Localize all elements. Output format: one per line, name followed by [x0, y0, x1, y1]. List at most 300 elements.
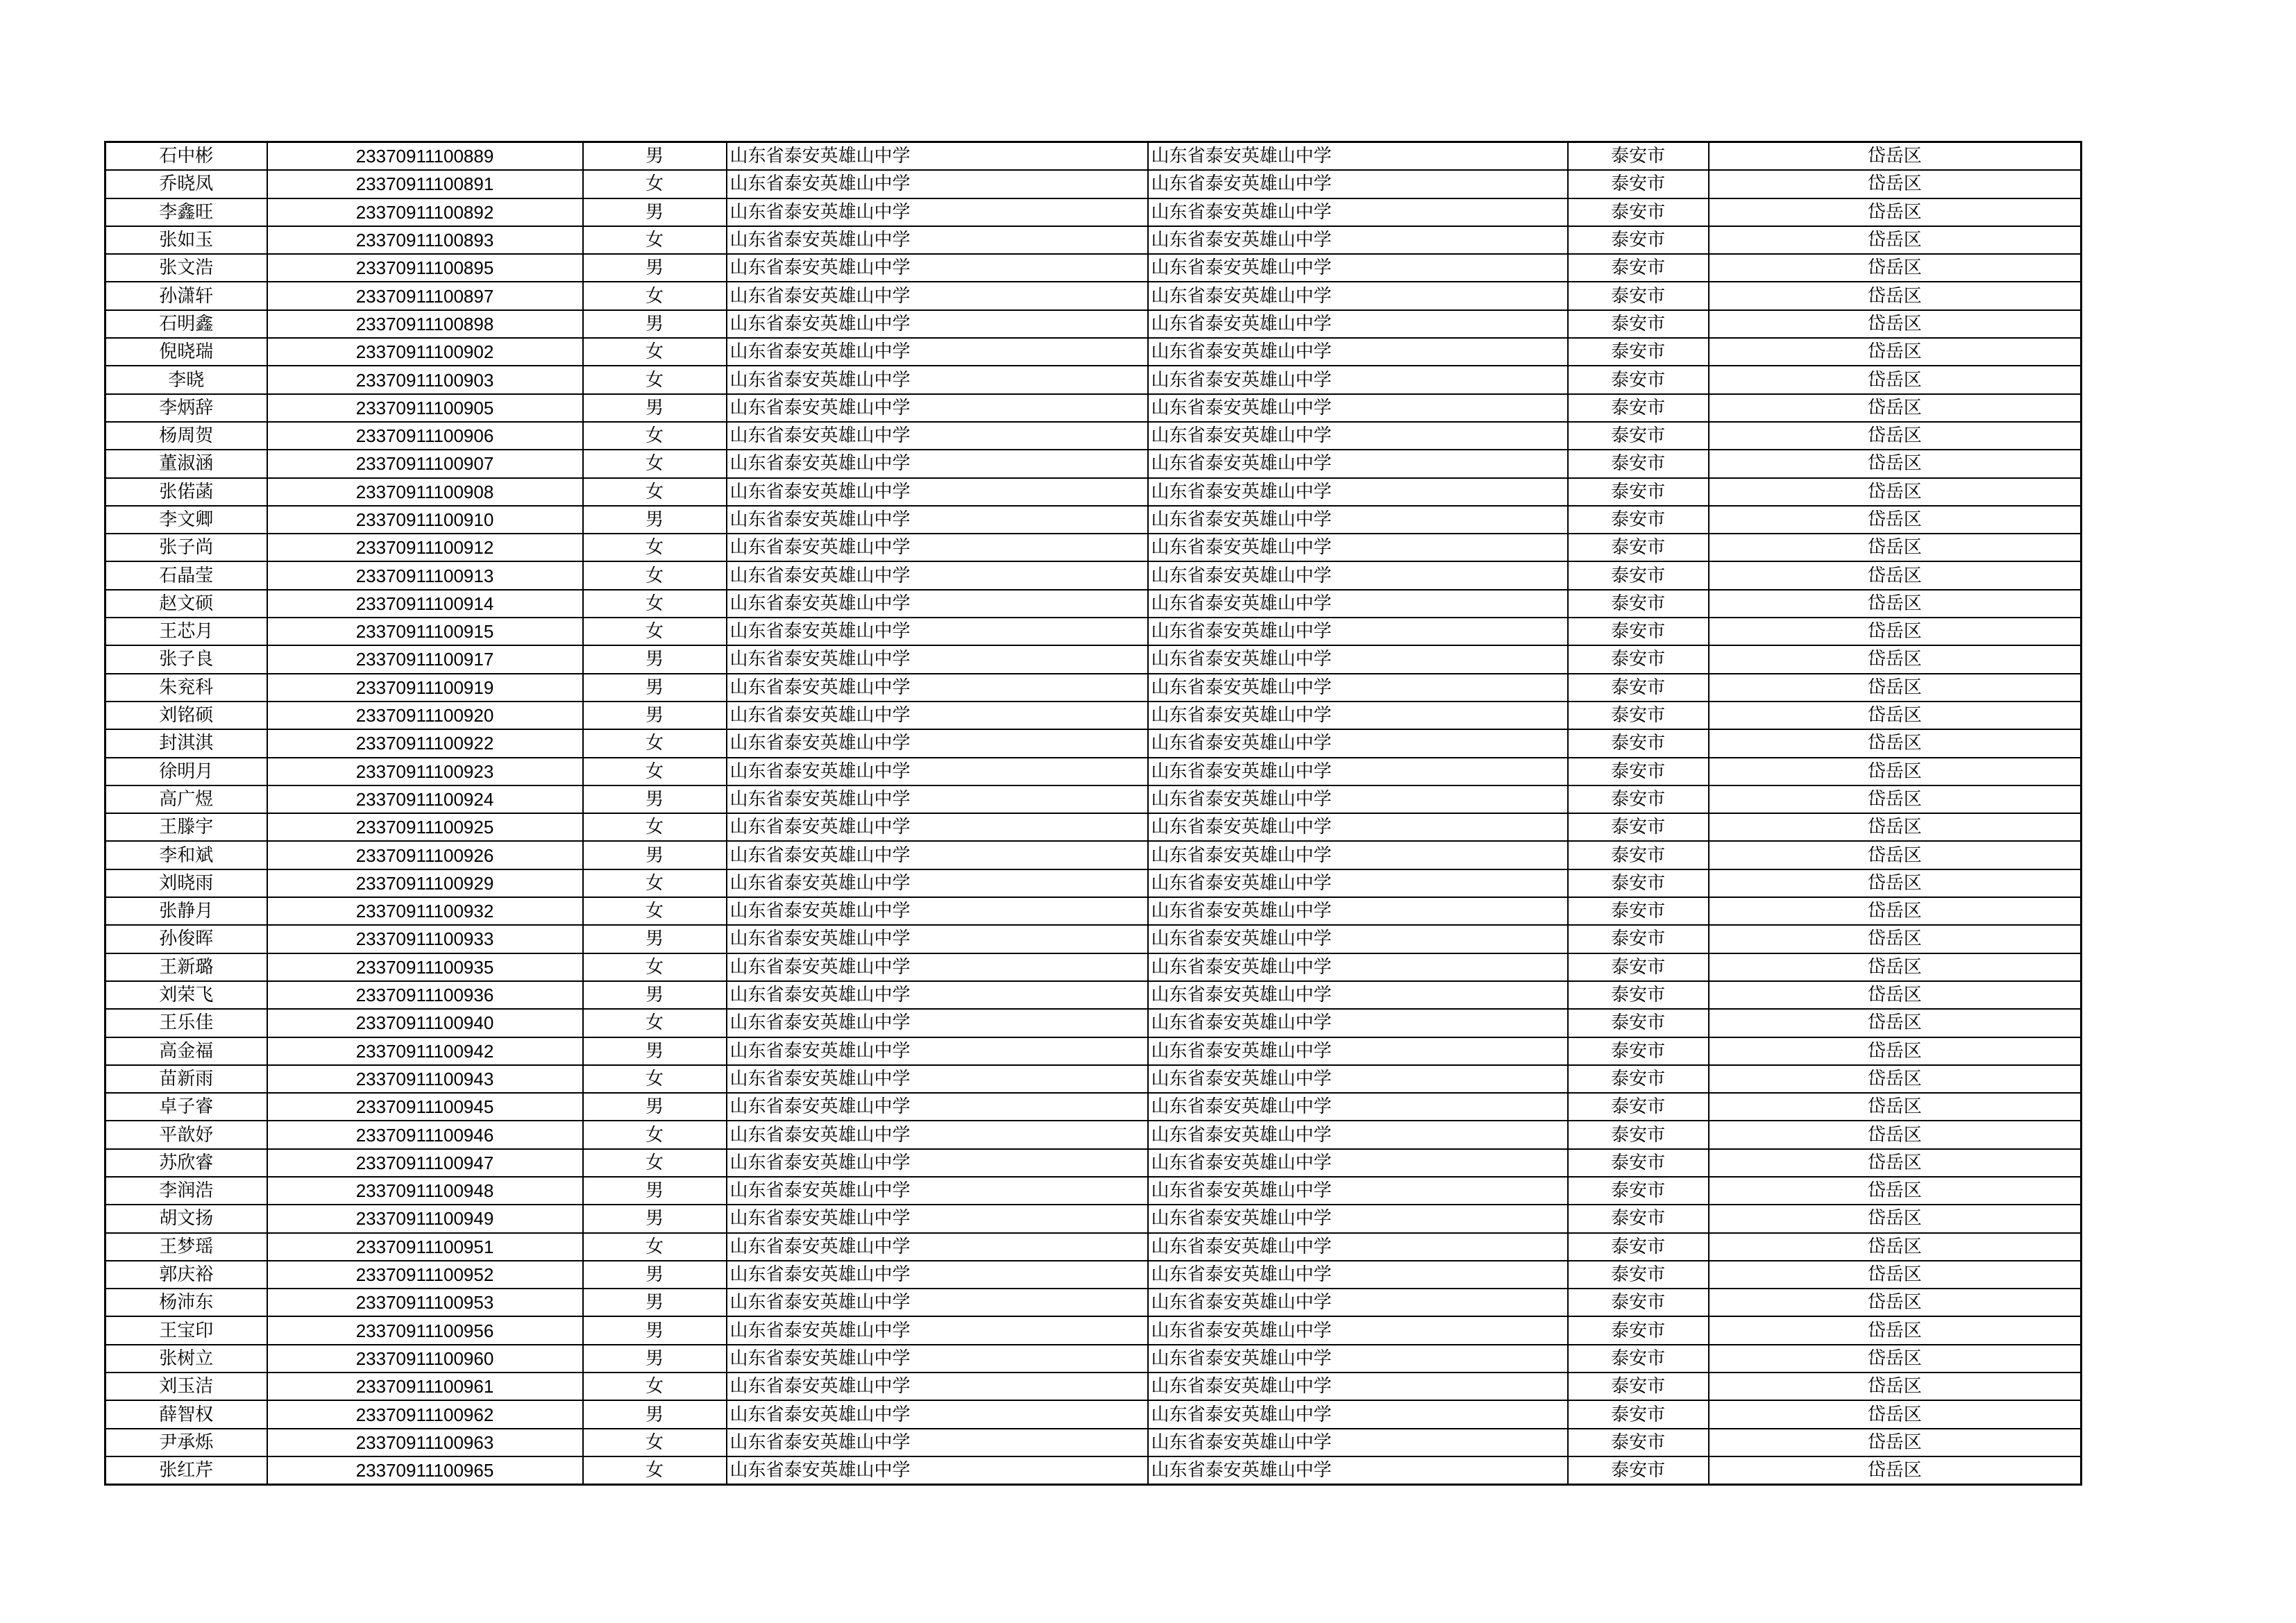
district-cell: 岱岳区 — [1709, 674, 2082, 702]
city-cell: 泰安市 — [1568, 198, 1709, 226]
student-name-cell: 乔晓凤 — [105, 170, 267, 198]
student-id-cell: 23370911100922 — [267, 729, 583, 757]
school-cell: 山东省泰安英雄山中学 — [727, 1373, 1148, 1400]
school-cell: 山东省泰安英雄山中学 — [727, 1456, 1148, 1485]
student-name-cell: 苗新雨 — [105, 1065, 267, 1093]
student-id-cell: 23370911100945 — [267, 1093, 583, 1121]
table-row — [105, 813, 2082, 841]
table-row — [105, 394, 2082, 422]
student-id-cell: 23370911100961 — [267, 1373, 583, 1400]
district-cell: 岱岳区 — [1709, 813, 2082, 841]
table-row — [105, 897, 2082, 925]
student-id-cell: 23370911100903 — [267, 366, 583, 393]
school-cell: 山东省泰安英雄山中学 — [727, 841, 1148, 869]
student-id-cell: 23370911100905 — [267, 394, 583, 422]
school-cell: 山东省泰安英雄山中学 — [727, 1037, 1148, 1065]
student-name-cell: 石晶莹 — [105, 561, 267, 589]
school-cell: 山东省泰安英雄山中学 — [727, 1065, 1148, 1093]
student-id-cell: 23370911100913 — [267, 561, 583, 589]
city-cell: 泰安市 — [1568, 366, 1709, 393]
graduating-school-cell: 山东省泰安英雄山中学 — [1148, 1149, 1568, 1177]
district-cell: 岱岳区 — [1709, 1121, 2082, 1148]
table-row — [105, 702, 2082, 729]
student-id-cell: 23370911100929 — [267, 869, 583, 897]
district-cell: 岱岳区 — [1709, 1233, 2082, 1261]
city-cell: 泰安市 — [1568, 1261, 1709, 1289]
gender-cell: 男 — [583, 142, 727, 171]
school-cell: 山东省泰安英雄山中学 — [727, 1316, 1148, 1344]
student-id-cell: 23370911100891 — [267, 170, 583, 198]
student-id-cell: 23370911100947 — [267, 1149, 583, 1177]
student-name-cell: 杨沛东 — [105, 1289, 267, 1316]
school-cell: 山东省泰安英雄山中学 — [727, 702, 1148, 729]
student-name-cell: 徐明月 — [105, 758, 267, 785]
city-cell: 泰安市 — [1568, 1400, 1709, 1428]
student-name-cell: 李晓 — [105, 366, 267, 393]
student-id-cell: 23370911100898 — [267, 310, 583, 338]
table-row — [105, 1316, 2082, 1344]
city-cell: 泰安市 — [1568, 226, 1709, 254]
gender-cell: 女 — [583, 1065, 727, 1093]
table-row — [105, 338, 2082, 366]
table-row — [105, 198, 2082, 226]
gender-cell: 女 — [583, 226, 727, 254]
student-name-cell: 孙潇轩 — [105, 282, 267, 309]
district-cell: 岱岳区 — [1709, 282, 2082, 309]
student-name-cell: 苏欣睿 — [105, 1149, 267, 1177]
gender-cell: 男 — [583, 925, 727, 953]
district-cell: 岱岳区 — [1709, 1345, 2082, 1373]
table-row — [105, 478, 2082, 506]
graduating-school-cell: 山东省泰安英雄山中学 — [1148, 618, 1568, 645]
gender-cell: 女 — [583, 366, 727, 393]
student-name-cell: 张文浩 — [105, 254, 267, 282]
gender-cell: 男 — [583, 981, 727, 1009]
district-cell: 岱岳区 — [1709, 1065, 2082, 1093]
table-row — [105, 618, 2082, 645]
city-cell: 泰安市 — [1568, 1233, 1709, 1261]
school-cell: 山东省泰安英雄山中学 — [727, 1233, 1148, 1261]
school-cell: 山东省泰安英雄山中学 — [727, 478, 1148, 506]
student-name-cell: 李文卿 — [105, 506, 267, 534]
district-cell: 岱岳区 — [1709, 338, 2082, 366]
school-cell: 山东省泰安英雄山中学 — [727, 981, 1148, 1009]
student-id-cell: 23370911100889 — [267, 142, 583, 171]
city-cell: 泰安市 — [1568, 869, 1709, 897]
city-cell: 泰安市 — [1568, 1316, 1709, 1344]
graduating-school-cell: 山东省泰安英雄山中学 — [1148, 254, 1568, 282]
graduating-school-cell: 山东省泰安英雄山中学 — [1148, 506, 1568, 534]
gender-cell: 女 — [583, 813, 727, 841]
school-cell: 山东省泰安英雄山中学 — [727, 142, 1148, 171]
student-name-cell: 高广煜 — [105, 785, 267, 813]
student-name-cell: 张子良 — [105, 645, 267, 673]
city-cell: 泰安市 — [1568, 478, 1709, 506]
school-cell: 山东省泰安英雄山中学 — [727, 1121, 1148, 1148]
student-id-cell: 23370911100915 — [267, 618, 583, 645]
school-cell: 山东省泰安英雄山中学 — [727, 198, 1148, 226]
graduating-school-cell: 山东省泰安英雄山中学 — [1148, 729, 1568, 757]
gender-cell: 女 — [583, 478, 727, 506]
student-name-cell: 李鑫旺 — [105, 198, 267, 226]
city-cell: 泰安市 — [1568, 1177, 1709, 1205]
table-row — [105, 925, 2082, 953]
school-cell: 山东省泰安英雄山中学 — [727, 758, 1148, 785]
district-cell: 岱岳区 — [1709, 450, 2082, 477]
student-name-cell: 杨周贺 — [105, 422, 267, 450]
city-cell: 泰安市 — [1568, 1345, 1709, 1373]
gender-cell: 男 — [583, 1093, 727, 1121]
school-cell: 山东省泰安英雄山中学 — [727, 422, 1148, 450]
gender-cell: 男 — [583, 841, 727, 869]
city-cell: 泰安市 — [1568, 1149, 1709, 1177]
city-cell: 泰安市 — [1568, 813, 1709, 841]
student-name-cell: 石明鑫 — [105, 310, 267, 338]
city-cell: 泰安市 — [1568, 422, 1709, 450]
graduating-school-cell: 山东省泰安英雄山中学 — [1148, 1037, 1568, 1065]
school-cell: 山东省泰安英雄山中学 — [727, 1400, 1148, 1428]
table-row — [105, 1177, 2082, 1205]
table-row — [105, 1345, 2082, 1373]
school-cell: 山东省泰安英雄山中学 — [727, 226, 1148, 254]
table-row — [105, 758, 2082, 785]
city-cell: 泰安市 — [1568, 702, 1709, 729]
district-cell: 岱岳区 — [1709, 506, 2082, 534]
district-cell: 岱岳区 — [1709, 869, 2082, 897]
graduating-school-cell: 山东省泰安英雄山中学 — [1148, 1316, 1568, 1344]
gender-cell: 男 — [583, 254, 727, 282]
student-name-cell: 封淇淇 — [105, 729, 267, 757]
school-cell: 山东省泰安英雄山中学 — [727, 254, 1148, 282]
graduating-school-cell: 山东省泰安英雄山中学 — [1148, 478, 1568, 506]
school-cell: 山东省泰安英雄山中学 — [727, 1149, 1148, 1177]
student-id-cell: 23370911100960 — [267, 1345, 583, 1373]
gender-cell: 女 — [583, 729, 727, 757]
district-cell: 岱岳区 — [1709, 1009, 2082, 1037]
city-cell: 泰安市 — [1568, 674, 1709, 702]
gender-cell: 女 — [583, 282, 727, 309]
school-cell: 山东省泰安英雄山中学 — [727, 645, 1148, 673]
table-row — [105, 981, 2082, 1009]
district-cell: 岱岳区 — [1709, 702, 2082, 729]
city-cell: 泰安市 — [1568, 981, 1709, 1009]
gender-cell: 女 — [583, 758, 727, 785]
student-id-cell: 23370911100932 — [267, 897, 583, 925]
city-cell: 泰安市 — [1568, 450, 1709, 477]
city-cell: 泰安市 — [1568, 841, 1709, 869]
district-cell: 岱岳区 — [1709, 925, 2082, 953]
gender-cell: 男 — [583, 1261, 727, 1289]
student-name-cell: 孙俊晖 — [105, 925, 267, 953]
city-cell: 泰安市 — [1568, 953, 1709, 981]
table-row — [105, 590, 2082, 618]
district-cell: 岱岳区 — [1709, 561, 2082, 589]
school-cell: 山东省泰安英雄山中学 — [727, 1429, 1148, 1456]
city-cell: 泰安市 — [1568, 1373, 1709, 1400]
school-cell: 山东省泰安英雄山中学 — [727, 506, 1148, 534]
district-cell: 岱岳区 — [1709, 1037, 2082, 1065]
table-row — [105, 1149, 2082, 1177]
city-cell: 泰安市 — [1568, 394, 1709, 422]
graduating-school-cell: 山东省泰安英雄山中学 — [1148, 1233, 1568, 1261]
gender-cell: 女 — [583, 1233, 727, 1261]
city-cell: 泰安市 — [1568, 142, 1709, 171]
gender-cell: 女 — [583, 1456, 727, 1485]
graduating-school-cell: 山东省泰安英雄山中学 — [1148, 198, 1568, 226]
gender-cell: 男 — [583, 1400, 727, 1428]
city-cell: 泰安市 — [1568, 618, 1709, 645]
graduating-school-cell: 山东省泰安英雄山中学 — [1148, 338, 1568, 366]
graduating-school-cell: 山东省泰安英雄山中学 — [1148, 1373, 1568, 1400]
gender-cell: 女 — [583, 869, 727, 897]
district-cell: 岱岳区 — [1709, 142, 2082, 171]
student-name-cell: 张如玉 — [105, 226, 267, 254]
student-name-cell: 刘荣飞 — [105, 981, 267, 1009]
student-id-cell: 23370911100963 — [267, 1429, 583, 1456]
graduating-school-cell: 山东省泰安英雄山中学 — [1148, 1456, 1568, 1485]
table-row — [105, 841, 2082, 869]
table-row — [105, 785, 2082, 813]
graduating-school-cell: 山东省泰安英雄山中学 — [1148, 897, 1568, 925]
table-row — [105, 1373, 2082, 1400]
table-row — [105, 282, 2082, 309]
district-cell: 岱岳区 — [1709, 1429, 2082, 1456]
student-name-cell: 石中彬 — [105, 142, 267, 171]
gender-cell: 男 — [583, 1037, 727, 1065]
graduating-school-cell: 山东省泰安英雄山中学 — [1148, 170, 1568, 198]
student-id-cell: 23370911100936 — [267, 981, 583, 1009]
table-row — [105, 953, 2082, 981]
gender-cell: 女 — [583, 170, 727, 198]
graduating-school-cell: 山东省泰安英雄山中学 — [1148, 1289, 1568, 1316]
table-row — [105, 450, 2082, 477]
district-cell: 岱岳区 — [1709, 1261, 2082, 1289]
gender-cell: 男 — [583, 1289, 727, 1316]
table-row — [105, 561, 2082, 589]
student-id-cell: 23370911100943 — [267, 1065, 583, 1093]
city-cell: 泰安市 — [1568, 1009, 1709, 1037]
gender-cell: 女 — [583, 450, 727, 477]
table-row — [105, 506, 2082, 534]
graduating-school-cell: 山东省泰安英雄山中学 — [1148, 813, 1568, 841]
student-name-cell: 董淑涵 — [105, 450, 267, 477]
graduating-school-cell: 山东省泰安英雄山中学 — [1148, 1177, 1568, 1205]
student-id-cell: 23370911100965 — [267, 1456, 583, 1485]
gender-cell: 女 — [583, 338, 727, 366]
city-cell: 泰安市 — [1568, 785, 1709, 813]
student-id-cell: 23370911100924 — [267, 785, 583, 813]
school-cell: 山东省泰安英雄山中学 — [727, 310, 1148, 338]
school-cell: 山东省泰安英雄山中学 — [727, 534, 1148, 561]
district-cell: 岱岳区 — [1709, 841, 2082, 869]
district-cell: 岱岳区 — [1709, 1177, 2082, 1205]
student-id-cell: 23370911100907 — [267, 450, 583, 477]
table-row — [105, 534, 2082, 561]
school-cell: 山东省泰安英雄山中学 — [727, 729, 1148, 757]
city-cell: 泰安市 — [1568, 310, 1709, 338]
city-cell: 泰安市 — [1568, 1065, 1709, 1093]
district-cell: 岱岳区 — [1709, 226, 2082, 254]
graduating-school-cell: 山东省泰安英雄山中学 — [1148, 645, 1568, 673]
table-row — [105, 1261, 2082, 1289]
student-id-cell: 23370911100914 — [267, 590, 583, 618]
student-id-cell: 23370911100893 — [267, 226, 583, 254]
school-cell: 山东省泰安英雄山中学 — [727, 897, 1148, 925]
district-cell: 岱岳区 — [1709, 310, 2082, 338]
city-cell: 泰安市 — [1568, 506, 1709, 534]
city-cell: 泰安市 — [1568, 282, 1709, 309]
district-cell: 岱岳区 — [1709, 198, 2082, 226]
city-cell: 泰安市 — [1568, 897, 1709, 925]
student-name-cell: 李炳辞 — [105, 394, 267, 422]
district-cell: 岱岳区 — [1709, 422, 2082, 450]
graduating-school-cell: 山东省泰安英雄山中学 — [1148, 1009, 1568, 1037]
graduating-school-cell: 山东省泰安英雄山中学 — [1148, 1065, 1568, 1093]
graduating-school-cell: 山东省泰安英雄山中学 — [1148, 310, 1568, 338]
graduating-school-cell: 山东省泰安英雄山中学 — [1148, 534, 1568, 561]
city-cell: 泰安市 — [1568, 170, 1709, 198]
school-cell: 山东省泰安英雄山中学 — [727, 394, 1148, 422]
district-cell: 岱岳区 — [1709, 981, 2082, 1009]
table-row — [105, 1009, 2082, 1037]
city-cell: 泰安市 — [1568, 1121, 1709, 1148]
graduating-school-cell: 山东省泰安英雄山中学 — [1148, 869, 1568, 897]
city-cell: 泰安市 — [1568, 1093, 1709, 1121]
student-name-cell: 郭庆裕 — [105, 1261, 267, 1289]
graduating-school-cell: 山东省泰安英雄山中学 — [1148, 450, 1568, 477]
school-cell: 山东省泰安英雄山中学 — [727, 590, 1148, 618]
graduating-school-cell: 山东省泰安英雄山中学 — [1148, 590, 1568, 618]
student-name-cell: 薛智权 — [105, 1400, 267, 1428]
student-name-cell: 高金福 — [105, 1037, 267, 1065]
school-cell: 山东省泰安英雄山中学 — [727, 561, 1148, 589]
district-cell: 岱岳区 — [1709, 758, 2082, 785]
school-cell: 山东省泰安英雄山中学 — [727, 674, 1148, 702]
gender-cell: 男 — [583, 1316, 727, 1344]
graduating-school-cell: 山东省泰安英雄山中学 — [1148, 925, 1568, 953]
graduating-school-cell: 山东省泰安英雄山中学 — [1148, 1093, 1568, 1121]
graduating-school-cell: 山东省泰安英雄山中学 — [1148, 422, 1568, 450]
city-cell: 泰安市 — [1568, 254, 1709, 282]
table-row — [105, 1037, 2082, 1065]
student-name-cell: 王滕宇 — [105, 813, 267, 841]
school-cell: 山东省泰安英雄山中学 — [727, 1093, 1148, 1121]
graduating-school-cell: 山东省泰安英雄山中学 — [1148, 282, 1568, 309]
student-name-cell: 张树立 — [105, 1345, 267, 1373]
district-cell: 岱岳区 — [1709, 729, 2082, 757]
school-cell: 山东省泰安英雄山中学 — [727, 785, 1148, 813]
student-name-cell: 卓子睿 — [105, 1093, 267, 1121]
gender-cell: 男 — [583, 785, 727, 813]
district-cell: 岱岳区 — [1709, 785, 2082, 813]
student-name-cell: 李润浩 — [105, 1177, 267, 1205]
student-id-cell: 23370911100942 — [267, 1037, 583, 1065]
student-id-cell: 23370911100908 — [267, 478, 583, 506]
gender-cell: 女 — [583, 897, 727, 925]
school-cell: 山东省泰安英雄山中学 — [727, 1009, 1148, 1037]
student-id-cell: 23370911100962 — [267, 1400, 583, 1428]
student-name-cell: 王芯月 — [105, 618, 267, 645]
student-name-cell: 张子尚 — [105, 534, 267, 561]
city-cell: 泰安市 — [1568, 561, 1709, 589]
city-cell: 泰安市 — [1568, 645, 1709, 673]
table-row — [105, 170, 2082, 198]
gender-cell: 男 — [583, 506, 727, 534]
student-name-cell: 王乐佳 — [105, 1009, 267, 1037]
student-name-cell: 胡文扬 — [105, 1205, 267, 1232]
student-id-cell: 23370911100910 — [267, 506, 583, 534]
gender-cell: 男 — [583, 1205, 727, 1232]
school-cell: 山东省泰安英雄山中学 — [727, 1261, 1148, 1289]
district-cell: 岱岳区 — [1709, 590, 2082, 618]
gender-cell: 女 — [583, 590, 727, 618]
roster-body — [105, 142, 2082, 1485]
graduating-school-cell: 山东省泰安英雄山中学 — [1148, 1429, 1568, 1456]
gender-cell: 男 — [583, 645, 727, 673]
city-cell: 泰安市 — [1568, 590, 1709, 618]
district-cell: 岱岳区 — [1709, 478, 2082, 506]
city-cell: 泰安市 — [1568, 534, 1709, 561]
student-id-cell: 23370911100917 — [267, 645, 583, 673]
table-row — [105, 1093, 2082, 1121]
student-id-cell: 23370911100953 — [267, 1289, 583, 1316]
school-cell: 山东省泰安英雄山中学 — [727, 1177, 1148, 1205]
table-row — [105, 1400, 2082, 1428]
gender-cell: 女 — [583, 1373, 727, 1400]
school-cell: 山东省泰安英雄山中学 — [727, 869, 1148, 897]
district-cell: 岱岳区 — [1709, 1373, 2082, 1400]
school-cell: 山东省泰安英雄山中学 — [727, 1289, 1148, 1316]
school-cell: 山东省泰安英雄山中学 — [727, 1345, 1148, 1373]
gender-cell: 女 — [583, 534, 727, 561]
student-name-cell: 倪晓瑞 — [105, 338, 267, 366]
district-cell: 岱岳区 — [1709, 366, 2082, 393]
graduating-school-cell: 山东省泰安英雄山中学 — [1148, 674, 1568, 702]
gender-cell: 男 — [583, 702, 727, 729]
table-row — [105, 422, 2082, 450]
gender-cell: 男 — [583, 394, 727, 422]
table-row — [105, 1065, 2082, 1093]
student-name-cell: 王宝印 — [105, 1316, 267, 1344]
graduating-school-cell: 山东省泰安英雄山中学 — [1148, 702, 1568, 729]
student-id-cell: 23370911100925 — [267, 813, 583, 841]
student-roster-table — [104, 141, 2082, 1486]
table-row — [105, 1289, 2082, 1316]
gender-cell: 女 — [583, 422, 727, 450]
school-cell: 山东省泰安英雄山中学 — [727, 170, 1148, 198]
district-cell: 岱岳区 — [1709, 394, 2082, 422]
student-name-cell: 张偌菡 — [105, 478, 267, 506]
student-id-cell: 23370911100912 — [267, 534, 583, 561]
city-cell: 泰安市 — [1568, 338, 1709, 366]
student-id-cell: 23370911100946 — [267, 1121, 583, 1148]
student-id-cell: 23370911100952 — [267, 1261, 583, 1289]
graduating-school-cell: 山东省泰安英雄山中学 — [1148, 785, 1568, 813]
city-cell: 泰安市 — [1568, 729, 1709, 757]
graduating-school-cell: 山东省泰安英雄山中学 — [1148, 1205, 1568, 1232]
table-row — [105, 645, 2082, 673]
table-row — [105, 254, 2082, 282]
student-id-cell: 23370911100949 — [267, 1205, 583, 1232]
student-id-cell: 23370911100923 — [267, 758, 583, 785]
student-name-cell: 赵文硕 — [105, 590, 267, 618]
graduating-school-cell: 山东省泰安英雄山中学 — [1148, 1261, 1568, 1289]
city-cell: 泰安市 — [1568, 1289, 1709, 1316]
table-row — [105, 226, 2082, 254]
student-id-cell: 23370911100940 — [267, 1009, 583, 1037]
graduating-school-cell: 山东省泰安英雄山中学 — [1148, 953, 1568, 981]
gender-cell: 女 — [583, 1429, 727, 1456]
